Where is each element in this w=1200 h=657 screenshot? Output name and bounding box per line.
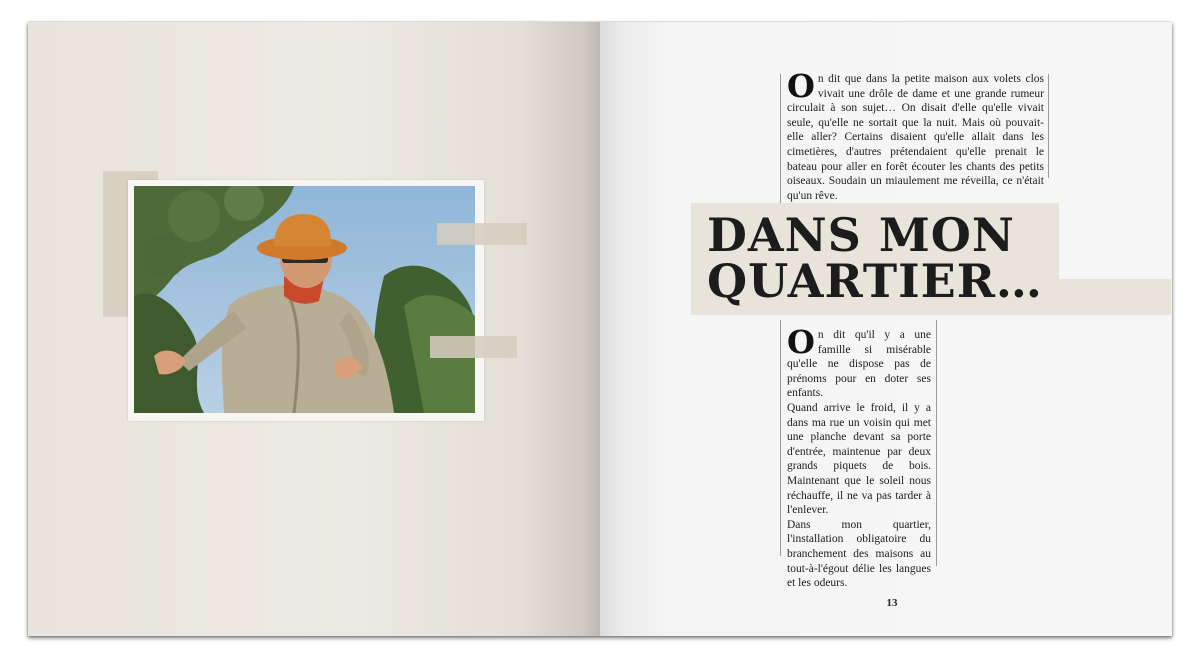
photograph [134,186,475,413]
paragraph-bottom-text-2: Quand arrive le froid, il y a dans ma rue un voisin qui met une planche devant sa porte d'entrée, maintenue par deux grands piquets de bois. Maintenant que le soleil nous réchauffe, il ne va pas tarder à l'enlever. [787,401,931,517]
page-title [707,208,1043,308]
paragraph-top [787,67,1044,203]
dropcap-top: O [787,67,815,105]
column-rule-bottom-right [936,320,937,566]
title-line-1: DANS MON [707,208,1015,262]
paragraph-bottom-text-1: n dit qu'il y a une famille si misérable qu'elle ne dispose pas de prénoms pour en doter ses enfants. [787,329,931,400]
column-rule-bottom-left [780,320,781,556]
paragraph-top-text: n dit que dans la petite maison aux volets clos vivait une drôle de dame et une grande rumeur circulait à son sujet… On disait d'elle qu'elle vivait seule, qu'elle ne sortait que la nuit. Mais où pouvait-elle aller? Certains disaient qu'elle allait dans les cimetières, d'autres prétendaient qu'elle prenait le bateau pour aller en forêt écouter les chants des petits oiseaux. Soudain un miaulement me réveilla, ce n'était qu'un rêve. [787,73,1044,202]
photo-frame [128,180,484,421]
page-number: 13 [886,597,898,609]
column-rule-top-right [1048,74,1049,178]
dropcap-bottom: O [787,323,815,361]
tape-strip-bottom-right [430,336,517,358]
paragraph-bottom-text-3: Dans mon quartier, l'installation obligatoire du branchement des maisons au tout-à-l'égout délie les langues et les odeurs. [787,518,931,590]
title-band-extension [1059,279,1171,315]
tape-strip-top-right [437,223,527,245]
title-line-2: QUARTIER… [707,254,1043,308]
column-rule-top-left [780,74,781,204]
paragraph-bottom [787,323,931,591]
